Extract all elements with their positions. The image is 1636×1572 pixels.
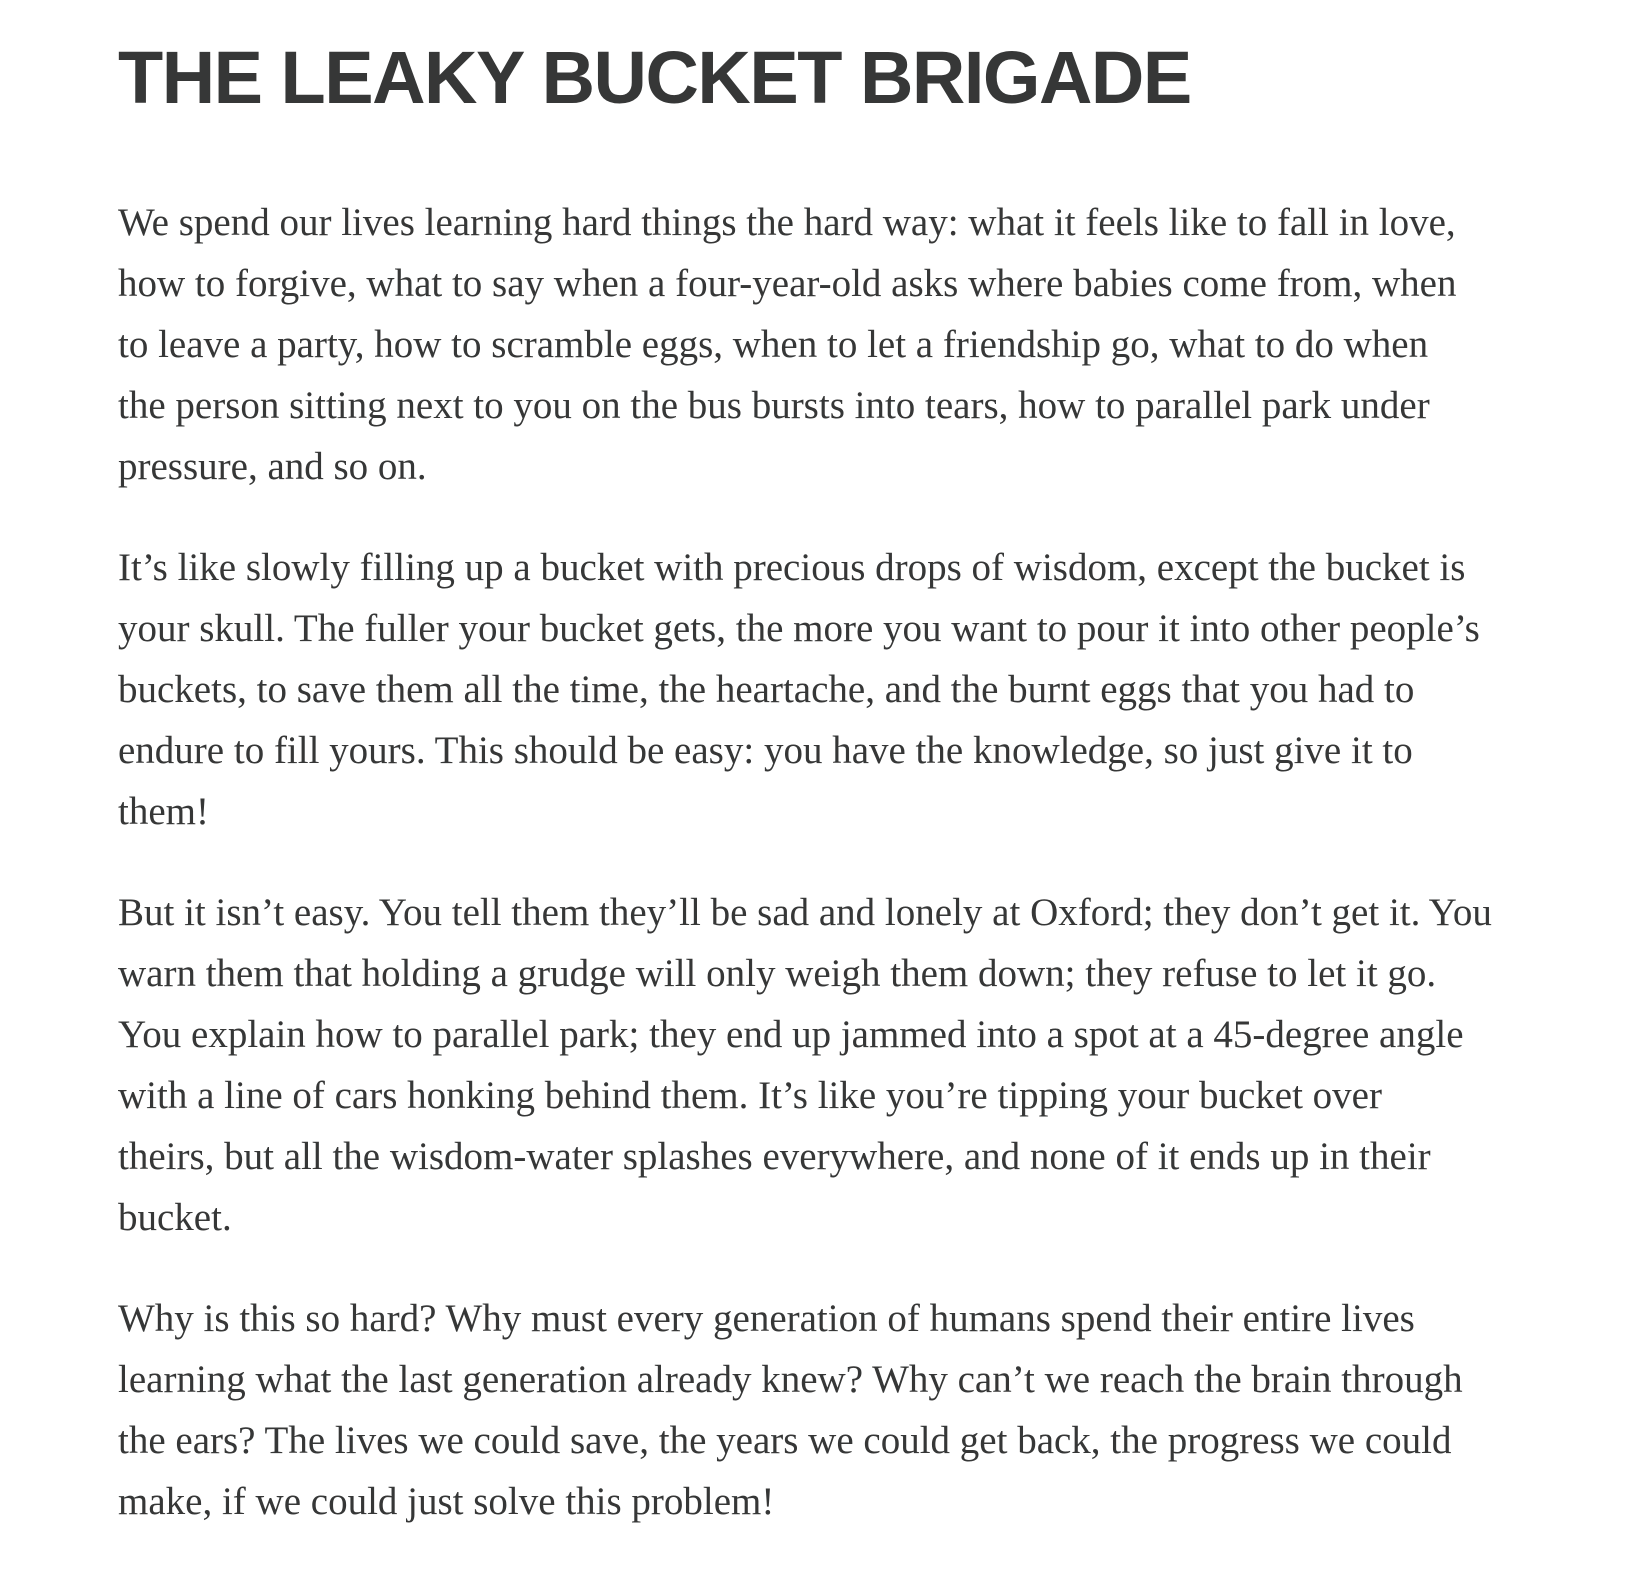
paragraph-line: pressure, and so on. xyxy=(118,445,427,488)
paragraph-1 xyxy=(118,192,1596,497)
paragraph-line: them! xyxy=(118,790,209,833)
paragraph-line: your skull. The fuller your bucket gets, the more you want to pour it into other people’s xyxy=(118,607,1480,650)
paragraph-line: the person sitting next to you on the bus bursts into tears, how to parallel park under xyxy=(118,384,1430,427)
paragraph-line: how to forgive, what to say when a four-year-old asks where babies come from, when xyxy=(118,262,1457,305)
paragraph-line: theirs, but all the wisdom-water splashes everywhere, and none of it ends up in their xyxy=(118,1135,1431,1178)
paragraph-line: warn them that holding a grudge will only weigh them down; they refuse to let it go. xyxy=(118,952,1437,995)
paragraph-line: buckets, to save them all the time, the heartache, and the burnt eggs that you had to xyxy=(118,668,1415,711)
paragraph-line: to leave a party, how to scramble eggs, when to let a friendship go, what to do when xyxy=(118,323,1429,366)
article xyxy=(118,30,1596,1572)
paragraph-line: bucket. xyxy=(118,1196,232,1239)
paragraph-line: endure to fill yours. This should be easy: you have the knowledge, so just give it to xyxy=(118,729,1413,772)
paragraph-3 xyxy=(118,882,1596,1248)
paragraph-line: Why is this so hard? Why must every generation of humans spend their entire lives xyxy=(118,1297,1415,1340)
paragraph-line: We spend our lives learning hard things the hard way: what it feels like to fall in love, xyxy=(118,201,1456,244)
paragraph-4 xyxy=(118,1288,1596,1532)
paragraph-line: It’s like slowly filling up a bucket with precious drops of wisdom, except the bucket is xyxy=(118,546,1466,589)
paragraph-line: with a line of cars honking behind them. It’s like you’re tipping your bucket over xyxy=(118,1074,1382,1117)
paragraph-line: You explain how to parallel park; they end up jammed into a spot at a 45-degree angle xyxy=(118,1013,1464,1056)
paragraph-2 xyxy=(118,537,1596,842)
paragraph-line: But it isn’t easy. You tell them they’ll be sad and lonely at Oxford; they don’t get it. You xyxy=(118,891,1492,934)
paragraph-line: make, if we could just solve this problem! xyxy=(118,1480,775,1523)
paragraph-line: learning what the last generation already knew? Why can’t we reach the brain through xyxy=(118,1358,1463,1401)
paragraph-line: the ears? The lives we could save, the years we could get back, the progress we could xyxy=(118,1419,1452,1462)
article-title: THE LEAKY BUCKET BRIGADE xyxy=(118,36,1191,119)
